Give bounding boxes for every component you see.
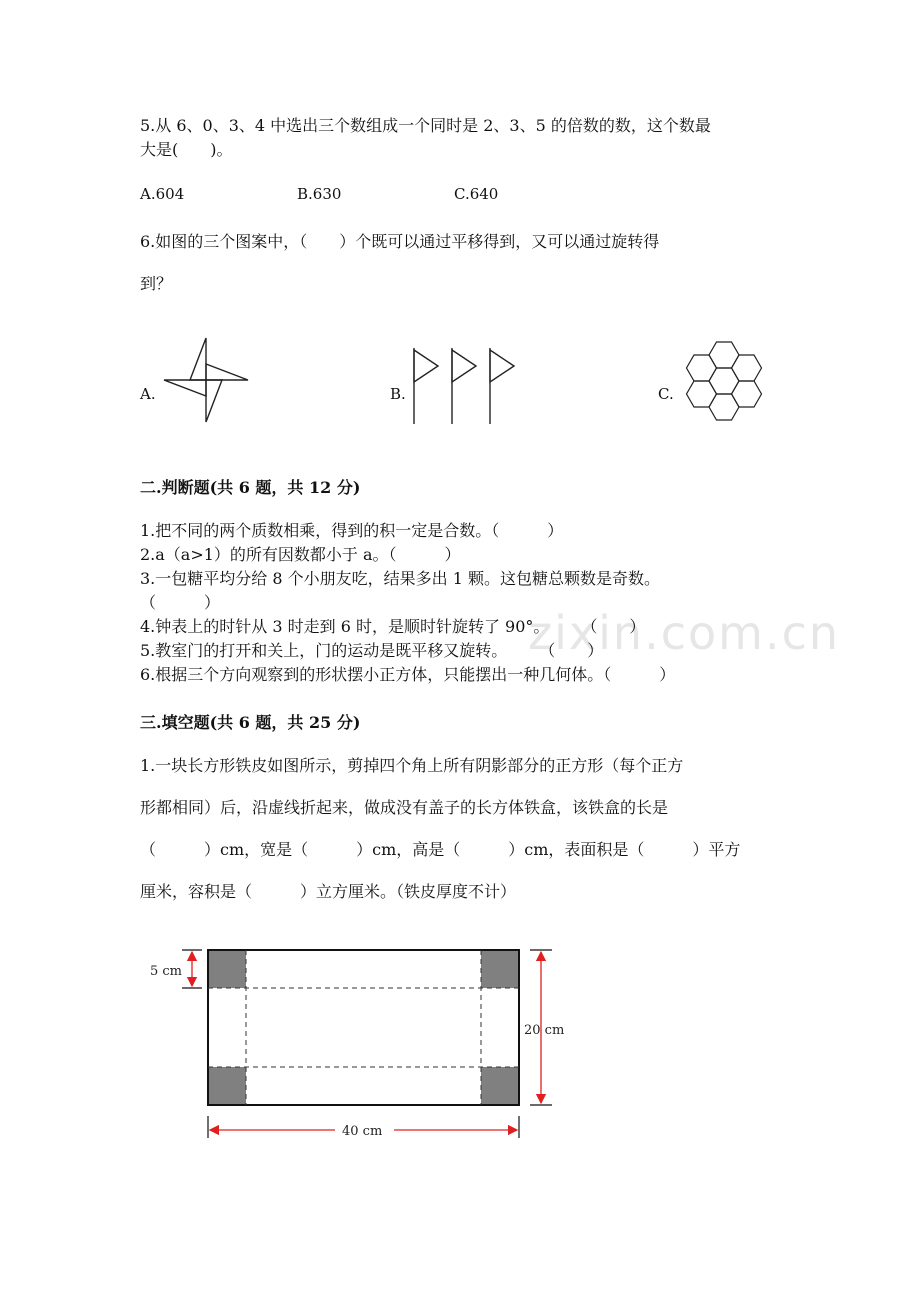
- judge-item-6: 6.根据三个方向观察到的形状摆小正方体，只能摆出一种几何体。（ ）: [140, 665, 676, 684]
- metal-sheet-diagram: [140, 938, 600, 1148]
- q5-option-c: C.640: [454, 185, 499, 203]
- flags-figure: [408, 346, 520, 426]
- hexagon-cell: [732, 355, 762, 381]
- judge-item-2: 2.a（a>1）的所有因数都小于 a。（ ）: [140, 545, 461, 564]
- watermark: zixin.com.cn: [528, 606, 841, 660]
- corner-square-br: [481, 1067, 519, 1105]
- q5-text-line1: 5.从 6、0、3、4 中选出三个数组成一个同时是 2、3、5 的倍数的数，这个数最: [140, 116, 711, 135]
- q5-text-line2: 大是( )。: [140, 140, 233, 159]
- q5-option-b: B.630: [297, 185, 342, 203]
- hexagon-cell: [709, 394, 739, 420]
- q6-text-line2: 到？: [140, 274, 173, 293]
- q6-text-line1: 6.如图的三个图案中，（ ）个既可以通过平移得到，又可以通过旋转得: [140, 232, 660, 251]
- width-label: 40 cm: [342, 1124, 383, 1139]
- judge-item-1: 1.把不同的两个质数相乘，得到的积一定是合数。（ ）: [140, 521, 564, 540]
- hexagon-cell: [732, 381, 762, 407]
- q6-figure-c-label: C.: [658, 385, 674, 403]
- corner-square-tr: [481, 950, 519, 988]
- hexagon-cell: [687, 355, 717, 381]
- hexagon-figure: [676, 334, 772, 428]
- section3-heading: 三.填空题(共 6 题，共 25 分): [140, 713, 361, 732]
- fill-q1-line1: 1.一块长方形铁皮如图所示，剪掉四个角上所有阴影部分的正方形（每个正方: [140, 756, 684, 775]
- q6-figure-a-label: A.: [140, 385, 156, 403]
- judge-item-5: 5.教室门的打开和关上，门的运动是既平移又旋转。 （ ）: [140, 641, 604, 660]
- corner-size-label: 5 cm: [150, 964, 183, 979]
- hexagon-cell: [687, 381, 717, 407]
- q6-figure-b-label: B.: [390, 385, 406, 403]
- judge-item-3: 3.一包糖平均分给 8 个小朋友吃，结果多出 1 颗。这包糖总颗数是奇数。: [140, 569, 660, 588]
- sheet-outline: [208, 950, 519, 1105]
- height-label: 20 cm: [524, 1023, 565, 1038]
- fill-q1-line2: 形都相同）后，沿虚线折起来，做成没有盖子的长方体铁盒，该铁盒的长是: [140, 798, 669, 817]
- corner-square-tl: [208, 950, 246, 988]
- judge-item-3-paren: （ ）: [140, 593, 221, 612]
- q5-option-a: A.604: [140, 185, 185, 203]
- corner-square-bl: [208, 1067, 246, 1105]
- section2-heading: 二.判断题(共 6 题，共 12 分): [140, 478, 361, 497]
- hexagon-cell: [709, 342, 739, 368]
- fill-q1-line4: 厘米，容积是（ ）立方厘米。（铁皮厚度不计）: [140, 882, 517, 901]
- pinwheel-figure: [160, 334, 252, 428]
- fill-q1-line3: （ ）cm，宽是（ ）cm，高是（ ）cm，表面积是（ ）平方: [140, 840, 741, 859]
- hexagon-cell: [709, 368, 739, 394]
- judge-item-4: 4.钟表上的时针从 3 时走到 6 时，是顺时针旋转了 90°。 （ ）: [140, 617, 646, 636]
